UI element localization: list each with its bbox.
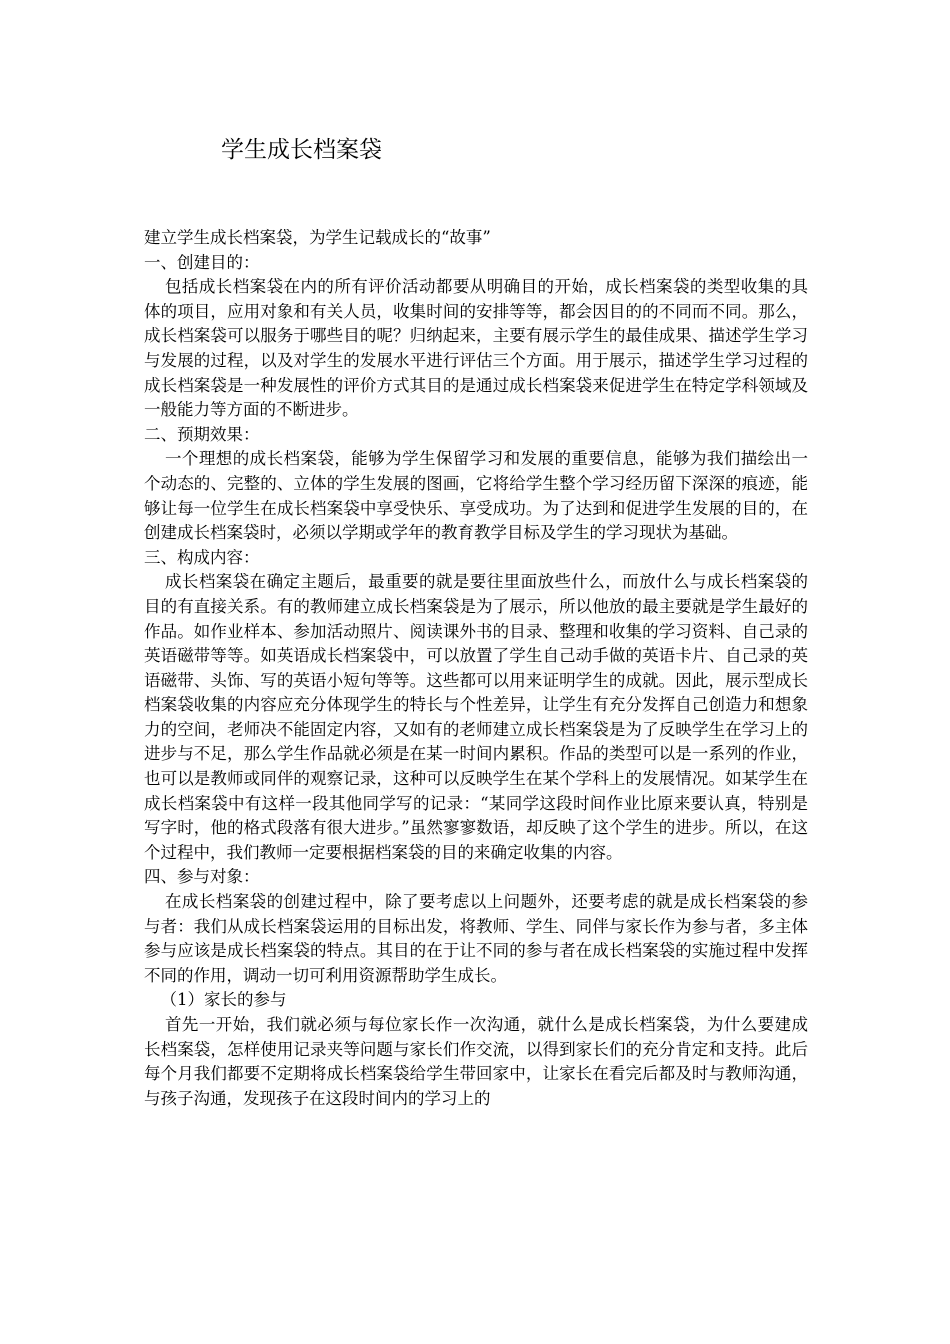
section-heading-contents: 三、构成内容： bbox=[144, 547, 260, 567]
section-heading-participants: 四、参与对象： bbox=[144, 867, 260, 887]
section-paragraph-expected-effect: 一个理想的成长档案袋，能够为学生保留学习和发展的重要信息，能够为我们描绘出一个动态的、完整的、立体的学生发展的图画，它将给学生整个学习经历留下深深的痕迹，能够让每一位学生在成长档案袋中享受快乐、享受成功。为了达到和促进学生发展的目的，在创建成长档案袋时，必须以学期或学年的教育教学目标及学生的学习现状为基础。 bbox=[144, 449, 808, 543]
subsection-heading-parents: （1）家长的参与 bbox=[160, 990, 287, 1010]
section-heading-expected-effect: 二、预期效果： bbox=[144, 424, 260, 444]
section-paragraph-participants: 在成长档案袋的创建过程中，除了要考虑以上问题外，还要考虑的就是成长档案袋的参与者：我们从成长档案袋运用的目标出发，将教师、学生、同伴与家长作为参与者，多主体参与应该是成长档案袋的特点。其目的在于让不同的参与者在成长档案袋的实施过程中发挥不同的作用，调动一切可利用资源帮助学生成长。 bbox=[144, 892, 808, 985]
section-paragraph-purpose: 包括成长档案袋在内的所有评价活动都要从明确目的开始，成长档案袋的类型收集的具体的项目，应用对象和有关人员，收集时间的安排等等，都会因目的的不同而不同。那么，成长档案袋可以服务于哪些目的呢？归纳起来，主要有展示学生的最佳成果、描述学生学习与发展的过程，以及对学生的发展水平进行评估三个方面。用于展示，描述学生学习过程的成长档案袋是一种发展性的评价方式其目的是通过成长档案袋来促进学生在特定学科领域及一般能力等方面的不断进步。 bbox=[144, 277, 808, 420]
document-subtitle: 建立学生成长档案袋，为学生记载成长的“故事” bbox=[144, 228, 491, 247]
document-body bbox=[144, 226, 808, 1111]
subsection-paragraph-parents: 首先一开始，我们就必须与每位家长作一次沟通，就什么是成长档案袋，为什么要建成长档案袋，怎样使用记录夹等问题与家长们作交流，以得到家长们的充分肯定和支持。此后每个月我们都要不定期将成长档案袋给学生带回家中，让家长在看完后都及时与教师沟通，与孩子沟通，发现孩子在这段时间内的学习上的 bbox=[144, 1015, 808, 1108]
document-title: 学生成长档案袋 bbox=[221, 137, 382, 163]
section-heading-purpose: 一、创建目的： bbox=[144, 252, 260, 272]
section-paragraph-contents: 成长档案袋在确定主题后，最重要的就是要往里面放些什么，而放什么与成长档案袋的目的有直接关系。有的教师建立成长档案袋是为了展示，所以他放的最主要就是学生最好的作品。如作业样本、参加活动照片、阅读课外书的目录、整理和收集的学习资料、自己录的英语磁带等等。如英语成长档案袋中，可以放置了学生自己动手做的英语卡片、自己录的英语磁带、头饰、写的英语小短句等等。这些都可以用来证明学生的成就。因此，展示型成长档案袋收集的内容应充分体现学生的特长与个性差异，让学生有充分发挥自己创造力和想象力的空间，老师决不能固定内容，又如有的老师建立成长档案袋是为了反映学生在学习上的进步与不足，那么学生作品就必须是在某一时间内累积。作品的类型可以是一系列的作业，也可以是教师或同伴的观察记录，这种可以反映学生在某个学科上的发展情况。如某学生在成长档案袋中有这样一段其他同学写的记录：“某同学这段时间作业比原来要认真，特别是写字时，他的格式段落有很大进步。”虽然寥寥数语，却反映了这个学生的进步。所以，在这个过程中，我们教师一定要根据档案袋的目的来确定收集的内容。 bbox=[144, 572, 808, 862]
